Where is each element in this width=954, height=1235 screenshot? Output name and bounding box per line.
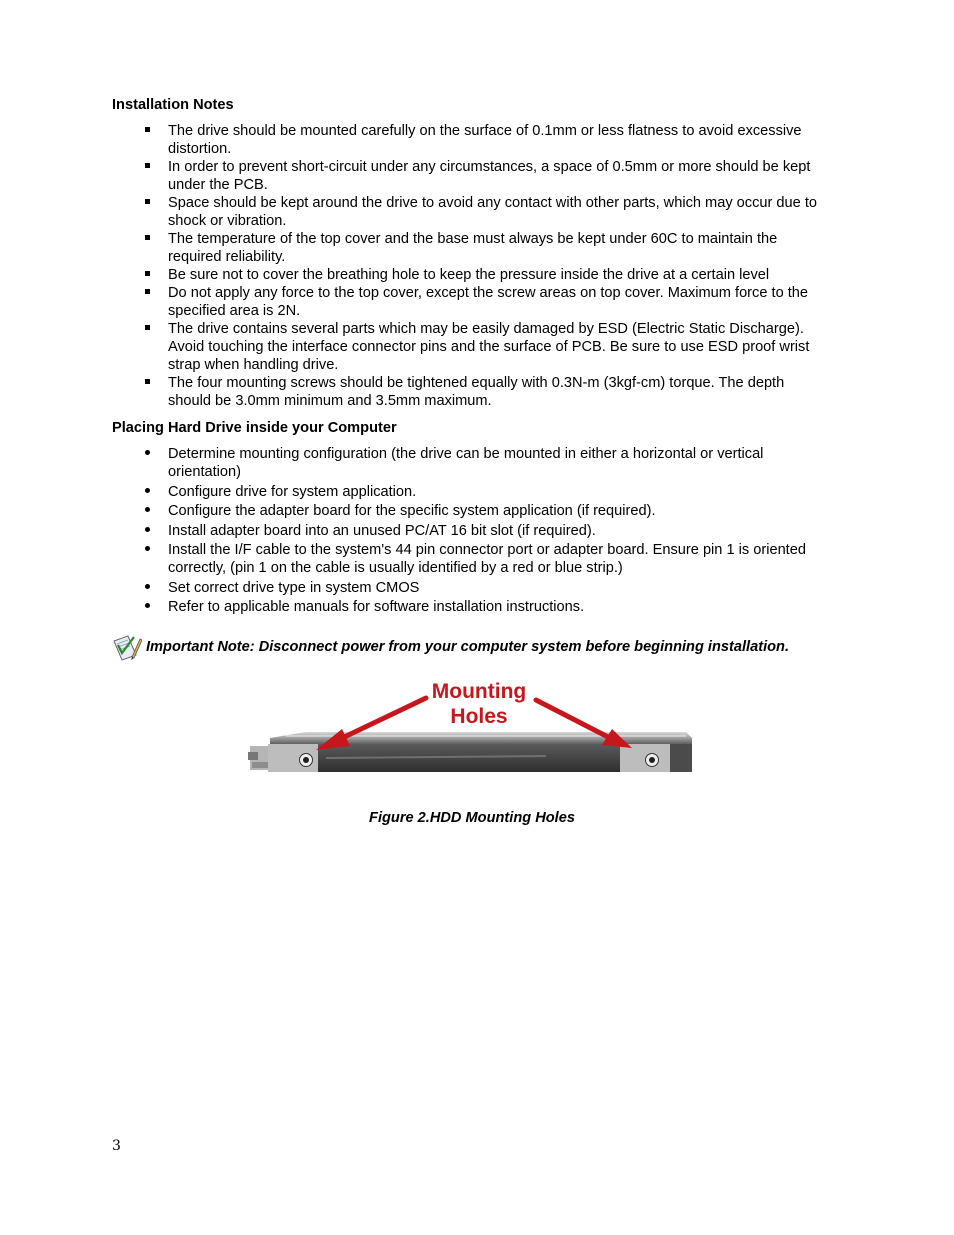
placing-hard-drive-list xyxy=(0,445,830,618)
installation-notes-list xyxy=(0,122,830,410)
list-item: Configure drive for system application. xyxy=(0,483,830,501)
round-bullet-icon xyxy=(140,483,154,501)
figure-caption: Figure 2.HDD Mounting Holes xyxy=(369,810,575,826)
list-item: In order to prevent short-circuit under any circumstances, a space of 0.5mm or more should be kept under the PCB. xyxy=(0,158,830,194)
list-item: The drive should be mounted carefully on the surface of 0.1mm or less flatness to avoid excessive distortion. xyxy=(0,122,830,158)
important-note-text: Important Note: Disconnect power from your computer system before beginning installation. xyxy=(146,639,790,655)
list-item: Install adapter board into an unused PC/AT 16 bit slot (if required). xyxy=(0,522,830,540)
square-bullet-icon xyxy=(140,284,154,302)
round-bullet-icon xyxy=(140,598,154,616)
list-item: Refer to applicable manuals for software installation instructions. xyxy=(0,598,830,616)
round-bullet-icon xyxy=(140,522,154,540)
page-number: 3 xyxy=(112,1138,121,1154)
square-bullet-icon xyxy=(140,266,154,284)
square-bullet-icon xyxy=(140,374,154,392)
note-pencil-icon xyxy=(112,633,142,661)
list-item: Set correct drive type in system CMOS xyxy=(0,579,830,597)
list-item: Space should be kept around the drive to avoid any contact with other parts, which may occur due to shock or vibration. xyxy=(0,194,830,230)
list-item: The drive contains several parts which may be easily damaged by ESD (Electric Static Discharge). Avoid touching the interface connector pins and the surface of PCB. Be sure to use ESD proof wrist strap when handling drive. xyxy=(0,320,830,374)
round-bullet-icon xyxy=(140,445,154,463)
square-bullet-icon xyxy=(140,320,154,338)
hdd-photo xyxy=(246,676,696,780)
square-bullet-icon xyxy=(140,194,154,212)
round-bullet-icon xyxy=(140,502,154,520)
placing-hard-drive-heading: Placing Hard Drive inside your Computer xyxy=(112,420,397,436)
square-bullet-icon xyxy=(140,230,154,248)
important-note xyxy=(112,632,789,662)
mounting-label-line1: Mounting xyxy=(431,680,527,703)
square-bullet-icon xyxy=(140,158,154,176)
list-item: The temperature of the top cover and the base must always be kept under 60C to maintain the required reliability. xyxy=(0,230,830,266)
list-item: Determine mounting configuration (the drive can be mounted in either a horizontal or vertical orientation) xyxy=(0,445,830,481)
square-bullet-icon xyxy=(140,122,154,140)
mounting-label-line2: Holes xyxy=(450,705,508,728)
installation-notes-heading: Installation Notes xyxy=(112,97,234,113)
list-item: The four mounting screws should be tightened equally with 0.3N-m (3kgf-cm) torque. The depth should be 3.0mm minimum and 3.5mm maximum. xyxy=(0,374,830,410)
list-item: Do not apply any force to the top cover, except the screw areas on top cover. Maximum force to the specified area is 2N. xyxy=(0,284,830,320)
hdd-mounting-holes-figure xyxy=(246,676,696,780)
round-bullet-icon xyxy=(140,579,154,597)
round-bullet-icon xyxy=(140,541,154,559)
list-item: Be sure not to cover the breathing hole to keep the pressure inside the drive at a certain level xyxy=(0,266,830,284)
list-item: Configure the adapter board for the specific system application (if required). xyxy=(0,502,830,520)
list-item: Install the I/F cable to the system's 44 pin connector port or adapter board. Ensure pin 1 is oriented correctly, (pin 1 on the cable is usually identified by a red or blue strip.) xyxy=(0,541,830,577)
